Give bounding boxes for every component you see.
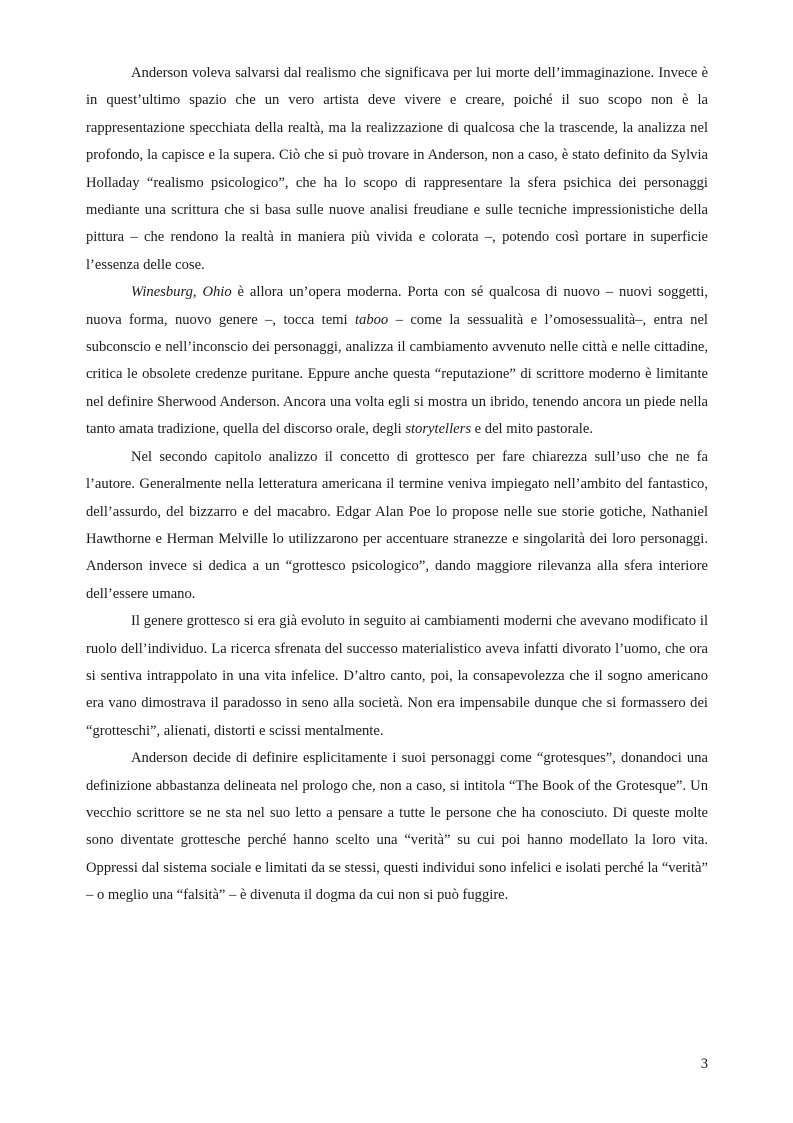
italic-title-winesburg: Winesburg, Ohio [131, 284, 232, 301]
paragraph-2-text-b: – come la sessualità e l’omosessualità–, entra nel subconscio e nell’inconscio dei personaggi, analizza il cambiamento avvenuto nelle città e nelle cittadine, critica le obsolete credenze puritane. Eppure anche questa “reputazione” di scrittore moderno è limitante nel definire Sherwood Anderson. Ancora una volta egli si mostra un ibrido, tenendo ancora un piede nella tanto amata tradizione, quella del discorso orale, degli [86, 311, 708, 438]
paragraph-3 [86, 444, 708, 608]
italic-word-taboo: taboo [354, 311, 389, 328]
paragraph-1-text: Anderson voleva salvarsi dal realismo che significava per lui morte dell’immaginazione. Invece è in quest’ultimo spazio che un vero artista deve vivere e creare, poiché il suo scopo non è la rappresentazione specchiata della realtà, ma la realizzazione di qualcosa che la trascende, la analizza nel profondo, la capisce e la supera. Ciò che si può trovare in Anderson, non a caso, è stato definito da Sylvia Holladay “realismo psicologico”, che ha lo scopo di rappresentare la sfera psichica dei personaggi mediante una scrittura che si basa sulle nuove analisi freudiane e sulle tecniche impressionistiche della pittura – che rendono la realtà in maniera più vivida e colorata –, potendo così portare in superficie l’essenza delle cose. [86, 65, 708, 273]
paragraph-2-text-a: è allora un’opera moderna. Porta con sé qualcosa di nuovo – nuovi soggetti, nuova forma, nuovo genere –, tocca temi [86, 284, 708, 328]
paragraph-2-text-c: e del mito pastorale. [471, 421, 593, 438]
paragraph-4-text: Il genere grottesco si era già evoluto in seguito ai cambiamenti moderni che avevano modificato il ruolo dell’individuo. La ricerca sfrenata del successo materialistico aveva infatti divorato l’uomo, che ora si sentiva intrappolato in una vita infelice. D’altro canto, poi, la consapevolezza che il sogno americano era vano dimostrava il paradosso in seno alla società. Non era impensabile dunque che si formassero dei “grotteschi”, alienati, distorti e scissi mentalmente. [86, 613, 708, 739]
paragraph-3-text: Nel secondo capitolo analizzo il concetto di grottesco per fare chiarezza sull’uso che ne fa l’autore. Generalmente nella letteratura americana il termine veniva impiegato nell’ambito del fantastico, dell’assurdo, del bizzarro e del macabro. Edgar Alan Poe lo propose nelle sue storie gotiche, Nathaniel Hawthorne e Herman Melville lo utilizzarono per accentuare stranezze e singolarità dei loro personaggi. Anderson invece si dedica a un “grottesco psicologico”, dando maggiore rilevanza alla sfera interiore dell’essere umano. [86, 448, 708, 602]
italic-word-storytellers: storytellers [405, 421, 471, 438]
paragraph-5 [86, 745, 708, 909]
paragraph-5-text: Anderson decide di definire esplicitamente i suoi personaggi come “grotesques”, donandoci una definizione abbastanza delineata nel prologo che, non a caso, si intitola “The Book of the Grotesque”. Un vecchio scrittore se ne sta nel suo letto a pensare a tutte le persone che ha conosciuto. Di queste molte sono diventate grottesche perché hanno scelto una “verità” su cui poi hanno modellato la loro vita. Oppressi dal sistema sociale e limitati da se stessi, questi individui sono infelici e isolati perché la “verità” – o meglio una “falsità” – è divenuta il dogma da cui non si può fuggire. [86, 750, 708, 904]
document-page [86, 60, 708, 910]
paragraph-1 [86, 60, 708, 279]
paragraph-2 [86, 279, 708, 443]
page-number: 3 [700, 1056, 708, 1072]
paragraph-4 [86, 608, 708, 745]
